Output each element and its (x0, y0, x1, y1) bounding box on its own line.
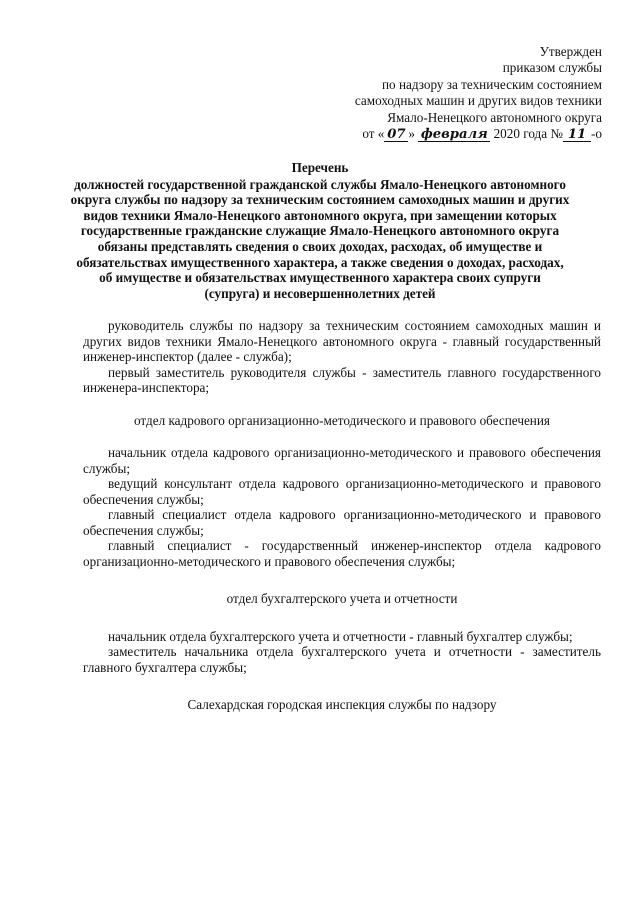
document-title (70, 160, 570, 301)
handwritten-month: февраля (418, 128, 490, 142)
date-prefix: от « (362, 126, 385, 142)
title-heading: Перечень (291, 160, 349, 175)
section-title: отдел бухгалтерского учета и отчетности (226, 591, 458, 606)
order-number-suffix: -о (591, 126, 602, 142)
section-title: Салехардская городская инспекция службы по надзору (187, 697, 497, 712)
document-body (83, 318, 601, 735)
position-item: ведущий консультант отдела кадрового организационно-методического и правового обеспечения службы; (83, 476, 601, 507)
approval-date-line (282, 126, 602, 142)
approval-line: по надзору за техническим состоянием (382, 76, 602, 92)
handwritten-day: 07 (384, 128, 408, 142)
position-item: первый заместитель руководителя службы - заместитель главного государственного инженера-инспектора; (83, 364, 601, 395)
position-item: главный специалист отдела кадрового организационно-методического и правового обеспечения службы; (83, 507, 601, 538)
position-item: руководитель службы по надзору за техническим состоянием самоходных машин и других видов техники Ямало-Ненецкого автономного округа - главный государственный инженер-инспектор (далее - служба); (83, 318, 601, 364)
approval-line: самоходных машин и других видов техники (354, 93, 602, 109)
approval-line: Утвержден (539, 44, 602, 59)
date-year-text: 2020 года № (493, 126, 563, 142)
approval-stamp (282, 44, 602, 142)
position-item: главный специалист - государственный инженер-инспектор отдела кадрового организационно-методического и правового обеспечения службы; (83, 538, 601, 569)
position-item: начальник отдела кадрового организационно-методического и правового обеспечения службы; (83, 445, 601, 476)
approval-line: Ямало-Ненецкого автономного округа (387, 109, 602, 125)
position-item: начальник отдела бухгалтерского учета и отчетности - главный бухгалтер службы; (108, 628, 573, 644)
date-day-close: » (408, 126, 415, 142)
position-item: заместитель начальника отдела бухгалтерского учета и отчетности - заместитель главного бухгалтера службы; (83, 644, 601, 675)
approval-line: приказом службы (502, 60, 602, 76)
handwritten-order-number: 11 (563, 128, 591, 142)
section-title: отдел кадрового организационно-методического и правового обеспечения (134, 412, 550, 428)
title-subtitle: должностей государственной гражданской службы Ямало-Ненецкого автономного округа службы по надзору за техническим состоянием самоходных машин и других видов техники Ямало-Ненецкого автономного округа, при замещении которых государственные гражданские служащие Ямало-Ненецкого автономного округа обязаны представлять сведения о своих доходах, расходах, об имуществе и обязательствах имущественного характера, а также сведения о доходах, расходах, об имуществе и обязательствах имущественного характера своих супруги (супруга) и несовершеннолетних детей (70, 176, 570, 301)
